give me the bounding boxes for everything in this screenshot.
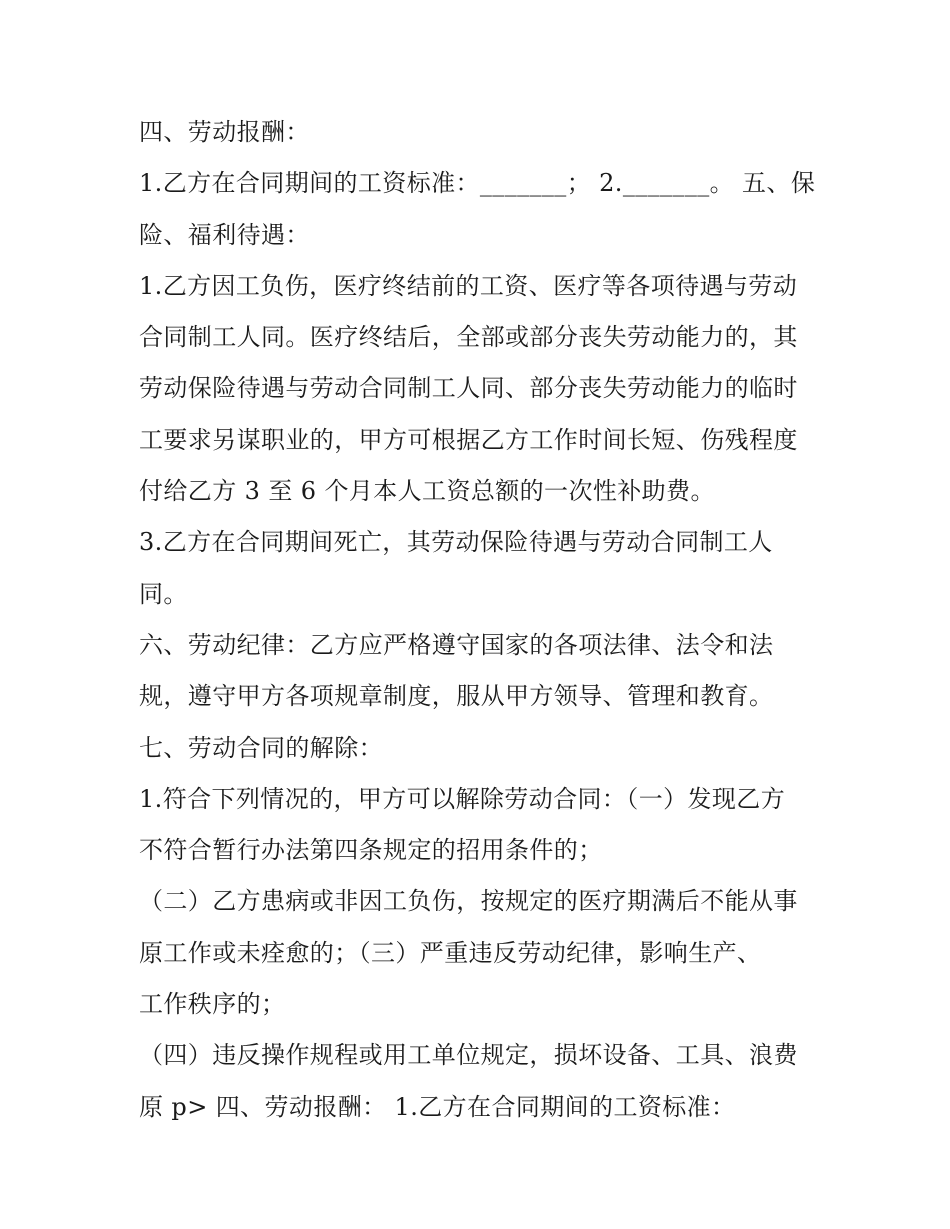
text-line: 规，遵守甲方各项规章制度，服从甲方领导、管理和教育。 (139, 682, 774, 711)
text-line: 原工作或未痊愈的；（三）严重违反劳动纪律，影响生产、 (139, 938, 762, 967)
text-line: 合同制工人同。医疗终结后，全部或部分丧失劳动能力的，其 (139, 323, 798, 352)
text-line: 付给乙方 3 至 6 个月本人工资总额的一次性补助费。 (139, 477, 715, 506)
text-line: 劳动保险待遇与劳动合同制工人同、部分丧失劳动能力的临时 (139, 374, 798, 403)
text-line: 险、福利待遇： (139, 220, 310, 249)
text-line: 工作秩序的； (139, 990, 286, 1019)
text-line: 1.符合下列情况的，甲方可以解除劳动合同：（一）发现乙方 (139, 784, 786, 813)
text-line: （四）违反操作规程或用工单位规定，损坏设备、工具、浪费 (139, 1041, 798, 1070)
text-line: 1.乙方因工负伤，医疗终结前的工资、医疗等各项待遇与劳动 (139, 271, 798, 300)
section-heading-termination: 七、劳动合同的解除： (139, 733, 383, 762)
text-line: （二）乙方患病或非因工负伤，按规定的医疗期满后不能从事 (139, 887, 798, 916)
text-line: 工要求另谋职业的，甲方可根据乙方工作时间长短、伤残程度 (139, 425, 798, 454)
document-body (139, 107, 829, 1133)
section-heading-remuneration: 四、劳动报酬： (139, 118, 310, 146)
text-line: 1.乙方在合同期间的工资标准：_______； 2._______。 五、保 (139, 169, 816, 198)
text-line: 原 p> 四、劳动报酬： 1.乙方在合同期间的工资标准： (139, 1092, 736, 1121)
section-heading-discipline: 六、劳动纪律：乙方应严格遵守国家的各项法律、法令和法 (139, 630, 774, 659)
text-line: 同。 (139, 579, 188, 608)
text-line: 3.乙方在合同期间死亡，其劳动保险待遇与劳动合同制工人 (139, 528, 773, 557)
text-line: 不符合暂行办法第四条规定的招用条件的； (139, 836, 603, 865)
